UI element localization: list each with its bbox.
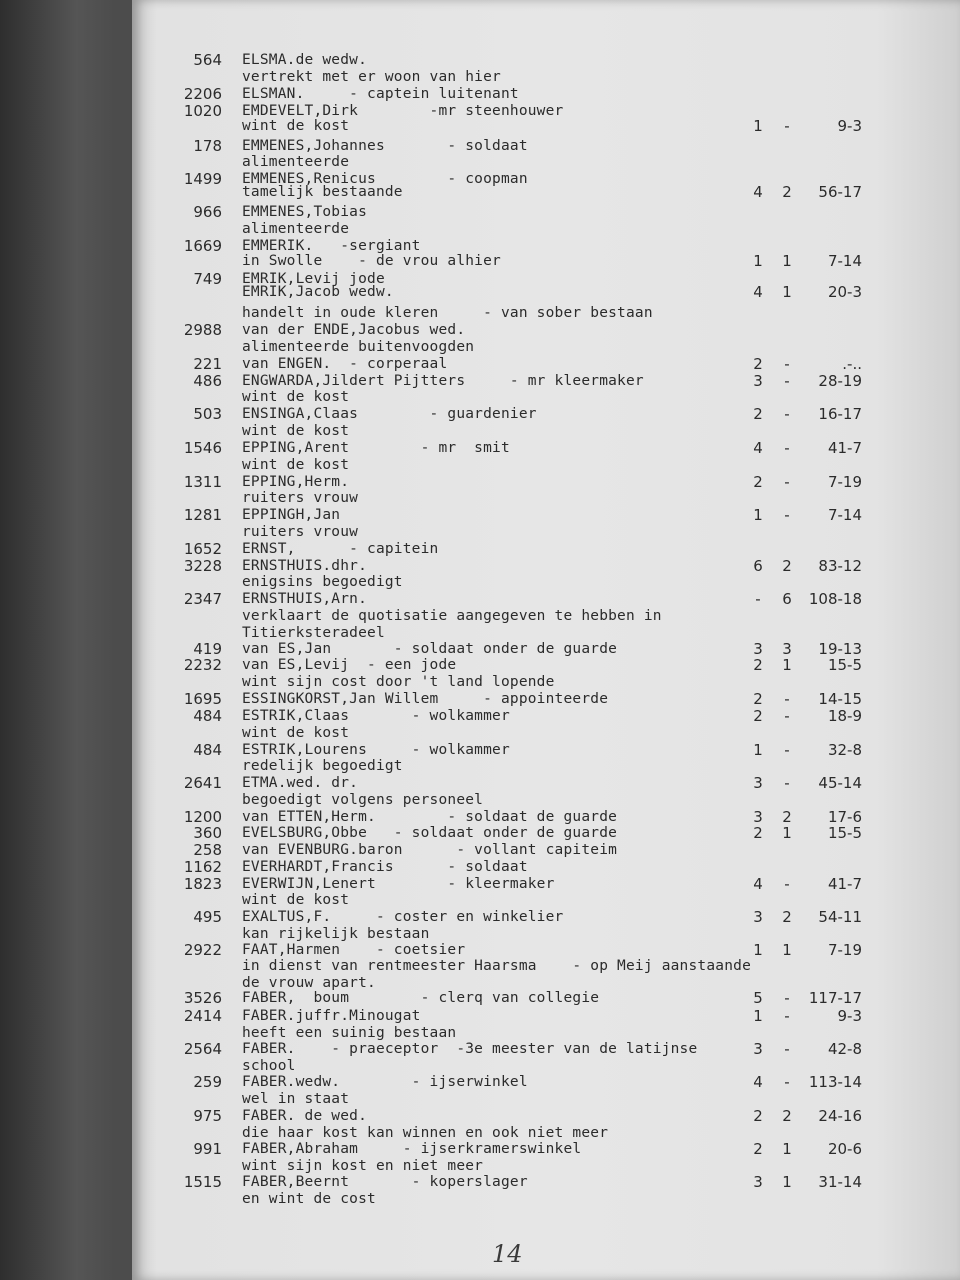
- entry-number: 360: [193, 824, 222, 842]
- entry-amount: 32-8: [827, 741, 862, 759]
- entry-col-2: -: [784, 117, 790, 135]
- entry-col-2: [780, 490, 794, 507]
- entry-text: EVERHARDT,Francis - soldaat: [242, 859, 528, 875]
- entry-text: alimenteerde: [242, 154, 350, 170]
- entry-col-2: [780, 154, 794, 171]
- entry-amount: [800, 574, 862, 591]
- entry-col-1: 2: [753, 473, 763, 491]
- entry-number: 1515: [183, 1173, 222, 1191]
- entry-col-1: [752, 674, 764, 691]
- entry-amount: 108-18: [808, 590, 862, 608]
- entry-col-2: -: [784, 405, 790, 423]
- entry-text: wint de kost: [242, 457, 350, 473]
- entry-col-2: [780, 221, 794, 238]
- entry-amount: 42-8: [827, 1040, 862, 1058]
- entry-col-1: 4: [753, 283, 763, 301]
- entry-col-1: [752, 842, 764, 859]
- entry-amount: [800, 490, 862, 507]
- entry-text: wint de kost: [242, 389, 350, 405]
- entry-amount: 7-14: [827, 506, 862, 524]
- entry-col-1: 4: [753, 875, 763, 893]
- entry-amount: 117-17: [808, 989, 862, 1007]
- entry-amount: 54-11: [818, 908, 862, 926]
- page-number: 14: [492, 1240, 523, 1268]
- entry-number: 2641: [183, 774, 222, 792]
- entry-col-1: [752, 204, 764, 221]
- entry-text: school: [242, 1058, 296, 1074]
- entry-col-1: [752, 958, 764, 975]
- entry-text: die haar kost kan winnen en ook niet meer: [242, 1125, 609, 1141]
- entry-col-1: 3: [753, 1173, 763, 1191]
- entry-col-2: [780, 859, 794, 876]
- entry-text: EPPING,Herm.: [242, 474, 350, 490]
- entry-text: ERNSTHUIS.dhr.: [242, 558, 368, 574]
- entry-amount: [800, 1091, 862, 1108]
- entry-col-1: 2: [753, 1107, 763, 1125]
- entry-text: van ES,Levij - een jode: [242, 657, 457, 673]
- entry-text: redelijk begoedigt: [242, 758, 403, 774]
- entry-text: EMMENES,Tobias: [242, 204, 368, 220]
- entry-amount: [800, 541, 862, 558]
- entry-amount: 20-6: [827, 1140, 862, 1158]
- entry-amount: 18-9: [827, 707, 862, 725]
- entry-number: 1499: [183, 170, 222, 188]
- entry-col-2: [780, 138, 794, 155]
- entry-amount: 9-3: [837, 117, 862, 135]
- entry-text: handelt in oude kleren - van sober bestaan: [242, 305, 653, 321]
- entry-amount: 56-17: [818, 183, 862, 201]
- entry-col-2: [780, 574, 794, 591]
- entry-col-1: 1: [753, 741, 763, 759]
- entry-amount: 16-17: [818, 405, 862, 423]
- entry-col-1: [752, 1091, 764, 1108]
- entry-col-1: [752, 608, 764, 625]
- entry-amount: .-..: [842, 355, 862, 373]
- entry-text: de vrouw apart.: [242, 975, 376, 991]
- entry-text: vertrekt met er woon van hier: [242, 69, 501, 85]
- entry-text: EMMERIK. -sergiant: [242, 238, 421, 254]
- entry-col-2: 1: [782, 656, 792, 674]
- entry-text: in dienst van rentmeester Haarsma - op Meij aanstaande: [242, 958, 751, 974]
- entry-col-1: 4: [753, 439, 763, 457]
- entry-col-2: -: [784, 506, 790, 524]
- entry-col-2: [780, 958, 794, 975]
- entry-text: EXALTUS,F. - coster en winkelier: [242, 909, 564, 925]
- entry-amount: 83-12: [818, 557, 862, 575]
- entry-number: 486: [193, 372, 222, 390]
- entry-col-1: [752, 389, 764, 406]
- entry-col-2: [780, 1191, 794, 1208]
- entry-text: Titierksteradeel: [242, 625, 385, 641]
- entry-text: alimenteerde: [242, 221, 350, 237]
- entry-col-2: 1: [782, 252, 792, 270]
- entry-col-1: 2: [753, 355, 763, 373]
- entry-amount: 17-6: [827, 808, 862, 826]
- entry-col-2: 2: [782, 908, 792, 926]
- entry-col-2: [780, 1091, 794, 1108]
- entry-amount: [800, 154, 862, 171]
- entry-col-1: [752, 339, 764, 356]
- entry-amount: 7-14: [827, 252, 862, 270]
- entry-number: 1162: [183, 858, 222, 876]
- entry-number: 2922: [183, 941, 222, 959]
- entry-col-1: 2: [753, 1140, 763, 1158]
- entry-col-1: 3: [753, 372, 763, 390]
- entry-col-2: -: [784, 1073, 790, 1091]
- entry-col-2: 2: [782, 183, 792, 201]
- entry-col-2: 1: [782, 1140, 792, 1158]
- entry-col-1: [752, 138, 764, 155]
- entry-amount: 113-14: [808, 1073, 862, 1091]
- entry-col-2: -: [784, 707, 790, 725]
- entry-number: 2988: [183, 321, 222, 339]
- entry-text: begoedigt volgens personeel: [242, 792, 484, 808]
- entry-amount: 7-19: [827, 473, 862, 491]
- entry-amount: 28-19: [818, 372, 862, 390]
- entry-text: EVELSBURG,Obbe - soldaat onder de guarde: [242, 825, 618, 841]
- entry-amount: [800, 322, 862, 339]
- entry-col-2: -: [784, 774, 790, 792]
- entry-col-1: [752, 86, 764, 103]
- entry-text: wint sijn kost en niet meer: [242, 1158, 484, 1174]
- entry-col-2: [780, 524, 794, 541]
- entry-col-2: -: [784, 439, 790, 457]
- entry-text: van ETTEN,Herm. - soldaat de guarde: [242, 809, 618, 825]
- entry-col-1: 3: [753, 774, 763, 792]
- entry-col-1: 3: [753, 640, 763, 658]
- entry-text: enigsins begoedigt: [242, 574, 403, 590]
- entry-col-1: 2: [753, 405, 763, 423]
- entry-number: 2232: [183, 656, 222, 674]
- entry-amount: [800, 138, 862, 155]
- entry-text: FABER.wedw. - ijserwinkel: [242, 1074, 528, 1090]
- entry-amount: 24-16: [818, 1107, 862, 1125]
- entry-text: ESTRIK,Lourens - wolkammer: [242, 742, 510, 758]
- entry-col-2: -: [784, 875, 790, 893]
- entry-text: heeft een suinig bestaan: [242, 1025, 457, 1041]
- entry-col-1: [752, 221, 764, 238]
- entry-col-1: 3: [753, 808, 763, 826]
- entry-amount: [800, 842, 862, 859]
- entry-col-2: 6: [782, 590, 792, 608]
- entry-number: 3526: [183, 989, 222, 1007]
- entry-text: wint de kost: [242, 423, 350, 439]
- entry-col-1: [752, 574, 764, 591]
- entry-col-1: -: [755, 590, 761, 608]
- entry-amount: 45-14: [818, 774, 862, 792]
- entry-text: FABER. de wed.: [242, 1108, 368, 1124]
- entry-text: wint de kost: [242, 892, 350, 908]
- entry-number: 1200: [183, 808, 222, 826]
- entry-text: ruiters vrouw: [242, 524, 359, 540]
- entry-number: 1652: [183, 540, 222, 558]
- entry-col-2: [780, 204, 794, 221]
- entry-number: 484: [193, 741, 222, 759]
- entry-col-2: [780, 725, 794, 742]
- entry-col-2: [780, 842, 794, 859]
- entry-amount: 7-19: [827, 941, 862, 959]
- entry-number: 2206: [183, 85, 222, 103]
- entry-number: 1546: [183, 439, 222, 457]
- entry-amount: 14-15: [818, 690, 862, 708]
- entry-text: FABER,Beernt - koperslager: [242, 1174, 528, 1190]
- entry-col-1: [752, 758, 764, 775]
- entry-amount: [800, 389, 862, 406]
- entry-amount: [800, 725, 862, 742]
- entry-text: EMDEVELT,Dirk -mr steenhouwer: [242, 103, 564, 119]
- entry-text: EMMENES,Renicus - coopman: [242, 171, 528, 187]
- entry-number: 258: [193, 841, 222, 859]
- entry-col-2: [780, 305, 794, 322]
- entry-number: 564: [193, 51, 222, 69]
- entry-col-1: [752, 1191, 764, 1208]
- entry-col-2: 2: [782, 1107, 792, 1125]
- entry-text: wel in staat: [242, 1091, 350, 1107]
- entry-text: FABER.juffr.Minougat: [242, 1008, 421, 1024]
- entry-text: ERNST, - capitein: [242, 541, 439, 557]
- entry-text: ESTRIK,Claas - wolkammer: [242, 708, 510, 724]
- entry-number: 221: [193, 355, 222, 373]
- entry-col-2: 3: [782, 640, 792, 658]
- entry-amount: [800, 892, 862, 909]
- entry-text: van EVENBURG.baron - vollant capiteim: [242, 842, 618, 858]
- entry-col-1: [752, 892, 764, 909]
- entry-number: 1669: [183, 237, 222, 255]
- entry-col-1: 1: [753, 117, 763, 135]
- entry-text: ENSINGA,Claas - guardenier: [242, 406, 537, 422]
- entry-col-1: 6: [753, 557, 763, 575]
- entry-text: van ENGEN. - corperaal: [242, 356, 448, 372]
- entry-col-2: -: [784, 473, 790, 491]
- entry-amount: 15-5: [827, 656, 862, 674]
- entry-text: wint de kost: [242, 725, 350, 741]
- entry-col-2: 2: [782, 808, 792, 826]
- entry-text: ELSMAN. - captein luitenant: [242, 86, 519, 102]
- entry-number: 259: [193, 1073, 222, 1091]
- entry-col-1: 3: [753, 1040, 763, 1058]
- entry-col-2: 1: [782, 1173, 792, 1191]
- entry-col-1: 2: [753, 707, 763, 725]
- entry-number: 1695: [183, 690, 222, 708]
- entry-text: ERNSTHUIS,Arn.: [242, 591, 368, 607]
- entry-number: 419: [193, 640, 222, 658]
- entry-col-2: [780, 608, 794, 625]
- entry-text: wint de kost: [242, 118, 350, 134]
- entry-col-2: [780, 86, 794, 103]
- entry-text: ENGWARDA,Jildert Pijtters - mr kleermaker: [242, 373, 644, 389]
- entry-col-1: [752, 725, 764, 742]
- entry-text: ELSMA.de wedw.: [242, 52, 368, 68]
- entry-amount: [800, 339, 862, 356]
- entry-col-2: -: [784, 355, 790, 373]
- entry-number: 975: [193, 1107, 222, 1125]
- entry-col-2: -: [784, 690, 790, 708]
- entry-amount: [800, 69, 862, 86]
- entry-col-1: [752, 792, 764, 809]
- entry-col-2: -: [784, 1040, 790, 1058]
- entry-col-1: 1: [753, 1007, 763, 1025]
- entry-col-2: [780, 389, 794, 406]
- entry-col-2: 1: [782, 941, 792, 959]
- entry-amount: [800, 958, 862, 975]
- entry-amount: [800, 758, 862, 775]
- entry-text: EMRIK,Levij jode: [242, 271, 385, 287]
- entry-col-1: 2: [753, 656, 763, 674]
- entry-col-2: [780, 339, 794, 356]
- entry-col-1: [752, 322, 764, 339]
- entry-text: en wint de cost: [242, 1191, 376, 1207]
- entry-text: kan rijkelijk bestaan: [242, 926, 430, 942]
- entry-col-2: [780, 758, 794, 775]
- entry-text: van ES,Jan - soldaat onder de guarde: [242, 641, 618, 657]
- entry-col-2: 2: [782, 557, 792, 575]
- entry-col-1: [752, 154, 764, 171]
- entry-col-2: [780, 52, 794, 69]
- entry-col-2: [780, 69, 794, 86]
- entry-text: EVERWIJN,Lenert - kleermaker: [242, 876, 555, 892]
- entry-col-2: [780, 892, 794, 909]
- entry-text: tamelijk bestaande: [242, 184, 403, 200]
- entry-col-2: [780, 674, 794, 691]
- entry-amount: [800, 674, 862, 691]
- entry-amount: [800, 204, 862, 221]
- entry-number: 495: [193, 908, 222, 926]
- entry-col-1: [752, 859, 764, 876]
- entry-col-1: 1: [753, 252, 763, 270]
- entry-number: 3228: [183, 557, 222, 575]
- entry-text: EPPING,Arent - mr smit: [242, 440, 510, 456]
- entry-amount: 19-13: [818, 640, 862, 658]
- entry-amount: 20-3: [827, 283, 862, 301]
- entry-col-2: 1: [782, 824, 792, 842]
- entry-number: 178: [193, 137, 222, 155]
- entry-text: FABER. - praeceptor -3e meester van de latijnse: [242, 1041, 698, 1057]
- entry-col-1: [752, 490, 764, 507]
- entry-amount: [800, 457, 862, 474]
- entry-amount: [800, 524, 862, 541]
- entry-amount: 9-3: [837, 1007, 862, 1025]
- entry-amount: [800, 423, 862, 440]
- entry-col-2: [780, 423, 794, 440]
- entry-text: EMMENES,Johannes - soldaat: [242, 138, 528, 154]
- entry-number: 966: [193, 203, 222, 221]
- entry-col-1: 5: [753, 989, 763, 1007]
- entry-amount: 41-7: [827, 439, 862, 457]
- entry-amount: [800, 859, 862, 876]
- entry-amount: [800, 52, 862, 69]
- entry-text: ruiters vrouw: [242, 490, 359, 506]
- entry-text: ETMA.wed. dr.: [242, 775, 359, 791]
- entry-text: verklaart de quotisatie aangegeven te hebben in: [242, 608, 662, 624]
- entry-col-2: [780, 792, 794, 809]
- entry-number: 484: [193, 707, 222, 725]
- entry-number: 2414: [183, 1007, 222, 1025]
- entry-number: 503: [193, 405, 222, 423]
- entry-number: 1281: [183, 506, 222, 524]
- entry-text: FAAT,Harmen - coetsier: [242, 942, 466, 958]
- entry-col-2: -: [784, 1007, 790, 1025]
- entry-number: 1020: [183, 102, 222, 120]
- entry-col-1: [752, 69, 764, 86]
- entry-text: ESSINGKORST,Jan Willem - appointeerde: [242, 691, 609, 707]
- entry-col-2: [780, 541, 794, 558]
- entry-col-2: [780, 457, 794, 474]
- entry-amount: [800, 86, 862, 103]
- entry-col-1: [752, 52, 764, 69]
- entry-col-2: [780, 322, 794, 339]
- entry-col-1: 1: [753, 941, 763, 959]
- entry-col-2: -: [784, 741, 790, 759]
- entry-col-2: -: [784, 989, 790, 1007]
- entry-col-1: [752, 305, 764, 322]
- entry-number: 749: [193, 270, 222, 288]
- entry-text: wint sijn cost door 't land lopende: [242, 674, 555, 690]
- entry-amount: [800, 305, 862, 322]
- entry-col-1: 4: [753, 183, 763, 201]
- entry-col-1: [752, 524, 764, 541]
- entry-text: in Swolle - de vrou alhier: [242, 253, 501, 269]
- entry-text: FABER,Abraham - ijserkramerswinkel: [242, 1141, 582, 1157]
- entry-text: van der ENDE,Jacobus wed.: [242, 322, 466, 338]
- entry-amount: 15-5: [827, 824, 862, 842]
- entry-number: 1823: [183, 875, 222, 893]
- entry-number: 2347: [183, 590, 222, 608]
- entry-text: alimenteerde buitenvoogden: [242, 339, 475, 355]
- entry-col-1: 3: [753, 908, 763, 926]
- entry-col-2: 1: [782, 283, 792, 301]
- entry-col-2: -: [784, 372, 790, 390]
- entry-number: 991: [193, 1140, 222, 1158]
- entry-col-1: [752, 423, 764, 440]
- entry-col-1: [752, 541, 764, 558]
- entry-amount: [800, 608, 862, 625]
- entry-col-1: 4: [753, 1073, 763, 1091]
- entry-amount: [800, 1191, 862, 1208]
- entry-text: FABER, boum - clerq van collegie: [242, 990, 600, 1006]
- entry-number: 1311: [183, 473, 222, 491]
- entry-amount: 31-14: [818, 1173, 862, 1191]
- entry-col-1: 1: [753, 506, 763, 524]
- entry-col-1: 2: [753, 824, 763, 842]
- entry-col-1: 2: [753, 690, 763, 708]
- entry-amount: [800, 221, 862, 238]
- entry-amount: [800, 792, 862, 809]
- entry-number: 2564: [183, 1040, 222, 1058]
- entry-text: EPPINGH,Jan: [242, 507, 341, 523]
- entry-text: EMRIK,Jacob wedw.: [242, 284, 394, 300]
- entry-amount: 41-7: [827, 875, 862, 893]
- entry-col-1: [752, 457, 764, 474]
